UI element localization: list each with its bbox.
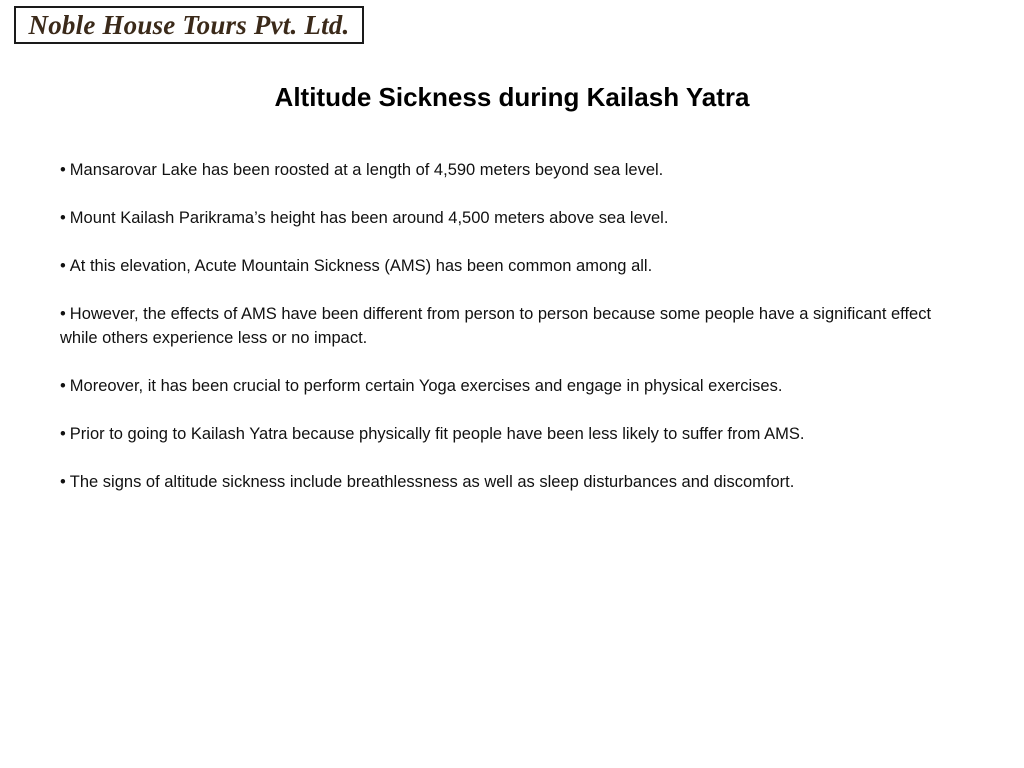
bullet-item bbox=[60, 254, 940, 278]
bullet-list bbox=[60, 158, 940, 518]
bullet-marker: • bbox=[60, 305, 66, 323]
bullet-item bbox=[60, 302, 940, 350]
bullet-item bbox=[60, 422, 940, 446]
slide-title: Altitude Sickness during Kailash Yatra bbox=[274, 82, 750, 112]
company-logo-text: Noble House Tours Pvt. Ltd. bbox=[28, 9, 350, 40]
bullet-marker: • bbox=[60, 473, 66, 491]
bullet-item bbox=[60, 374, 940, 398]
bullet-text: However, the effects of AMS have been different from person to person because some people have a significant effect while others experience less or no impact. bbox=[60, 305, 932, 347]
bullet-item bbox=[60, 206, 940, 230]
bullet-text: At this elevation, Acute Mountain Sickness (AMS) has been common among all. bbox=[69, 257, 653, 275]
bullet-item bbox=[60, 158, 940, 182]
bullet-text: Moreover, it has been crucial to perform certain Yoga exercises and engage in physical exercises. bbox=[69, 377, 783, 395]
company-logo bbox=[14, 6, 364, 44]
bullet-marker: • bbox=[60, 161, 66, 179]
bullet-text: Prior to going to Kailash Yatra because physically fit people have been less likely to suffer from AMS. bbox=[69, 425, 805, 443]
bullet-marker: • bbox=[60, 209, 66, 227]
bullet-marker: • bbox=[60, 257, 66, 275]
bullet-text: The signs of altitude sickness include breathlessness as well as sleep disturbances and discomfort. bbox=[69, 473, 795, 491]
bullet-text: Mansarovar Lake has been roosted at a length of 4,590 meters beyond sea level. bbox=[69, 161, 664, 179]
bullet-item bbox=[60, 470, 940, 494]
bullet-text: Mount Kailash Parikrama’s height has been around 4,500 meters above sea level. bbox=[69, 209, 669, 227]
bullet-marker: • bbox=[60, 377, 66, 395]
bullet-marker: • bbox=[60, 425, 66, 443]
